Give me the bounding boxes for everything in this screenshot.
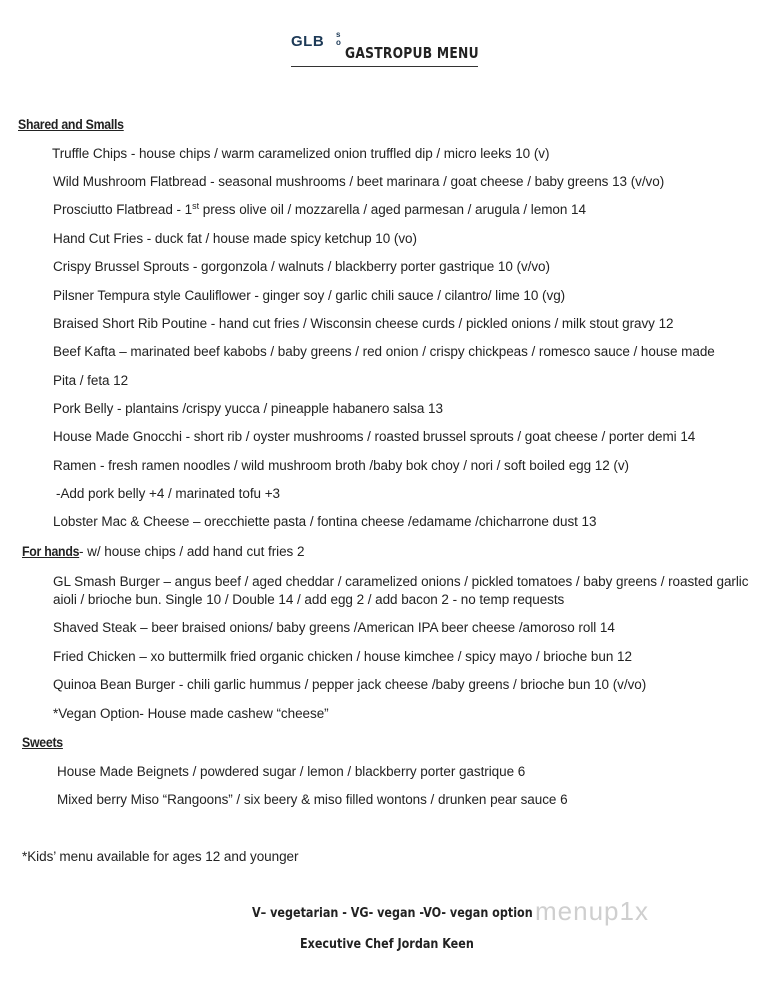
logo: GLB — [291, 33, 325, 50]
section-subtitle-hands: - w/ house chips / add hand cut fries 2 — [78, 544, 305, 559]
menu-item: Wild Mushroom Flatbread - seasonal mushrooms / beet marinara / goat cheese / baby greens 13 (v/vo) — [53, 174, 665, 189]
logo-subscript: o — [336, 38, 341, 47]
title-underline — [291, 66, 478, 67]
menu-item-note: *Vegan Option- House made cashew “cheese” — [53, 706, 329, 721]
menu-item: Fried Chicken – xo buttermilk fried organic chicken / house kimchee / spicy mayo / brioche bun 12 — [53, 649, 632, 664]
menu-item: Shaved Steak – beer braised onions/ baby greens /American IPA beer cheese /amoroso roll 14 — [53, 620, 615, 635]
menu-item: House Made Beignets / powdered sugar / lemon / blackberry porter gastrique 6 — [57, 764, 526, 779]
menu-item: Mixed berry Miso “Rangoons” / six beery & miso filled wontons / drunken pear sauce 6 — [57, 792, 568, 807]
menu-item: Crispy Brussel Sprouts - gorgonzola / walnuts / blackberry porter gastrique 10 (v/vo) — [53, 259, 550, 274]
watermark: menup1x — [535, 896, 649, 926]
menu-item: Pita / feta 12 — [53, 373, 129, 388]
menu-item: Lobster Mac & Cheese – orecchiette pasta / fontina cheese /edamame /chicharrone dust 13 — [53, 514, 597, 529]
menu-item: House Made Gnocchi - short rib / oyster mushrooms / roasted brussel sprouts / goat cheese / porter demi 14 — [53, 429, 696, 444]
kids-menu-note: *Kids’ menu available for ages 12 and younger — [22, 849, 299, 864]
section-title-hands: For hands — [22, 543, 80, 559]
menu-item-continued: aioli / brioche bun. Single 10 / Double 14 / add egg 2 / add bacon 2 - no temp requests — [53, 592, 565, 607]
page-title: GASTROPUB MENU — [345, 44, 479, 62]
menu-item-addon: -Add pork belly +4 / marinated tofu +3 — [56, 486, 280, 501]
section-title-sweets: Sweets — [22, 734, 63, 750]
menu-item — [53, 201, 586, 219]
diet-legend: V– vegetarian - VG- vegan -VO- vegan option — [252, 906, 533, 921]
logo-superscript: s — [336, 30, 341, 39]
ordinal-suffix: st — [192, 201, 200, 211]
menu-item-text: Prosciutto Flatbread - 1 — [53, 202, 193, 217]
menu-item-text-rest: press olive oil / mozzarella / aged parmesan / arugula / lemon 14 — [199, 202, 586, 217]
menu-item: Pork Belly - plantains /crispy yucca / pineapple habanero salsa 13 — [53, 401, 443, 416]
section-header-hands — [22, 543, 312, 561]
menu-item: Truffle Chips - house chips / warm caramelized onion truffled dip / micro leeks 10 (v) — [52, 146, 550, 161]
menu-item: Hand Cut Fries - duck fat / house made spicy ketchup 10 (vo) — [53, 231, 417, 246]
menu-item: GL Smash Burger – angus beef / aged cheddar / caramelized onions / pickled tomatoes / baby greens / roasted garlic — [53, 574, 749, 589]
menu-item: Quinoa Bean Burger - chili garlic hummus / pepper jack cheese /baby greens / brioche bun 10 (v/vo) — [53, 677, 647, 692]
menu-item: Pilsner Tempura style Cauliflower - ginger soy / garlic chili sauce / cilantro/ lime 10 (vg) — [53, 288, 566, 303]
menu-item: Beef Kafta – marinated beef kabobs / baby greens / red onion / crispy chickpeas / romesco sauce / house made — [53, 344, 715, 359]
section-title-shared: Shared and Smalls — [18, 116, 124, 132]
chef-credit: Executive Chef Jordan Keen — [300, 937, 474, 952]
menu-item: Ramen - fresh ramen noodles / wild mushroom broth /baby bok choy / nori / soft boiled egg 12 (v) — [53, 458, 629, 473]
menu-item: Braised Short Rib Poutine - hand cut fries / Wisconsin cheese curds / pickled onions / milk stout gravy 12 — [53, 316, 674, 331]
